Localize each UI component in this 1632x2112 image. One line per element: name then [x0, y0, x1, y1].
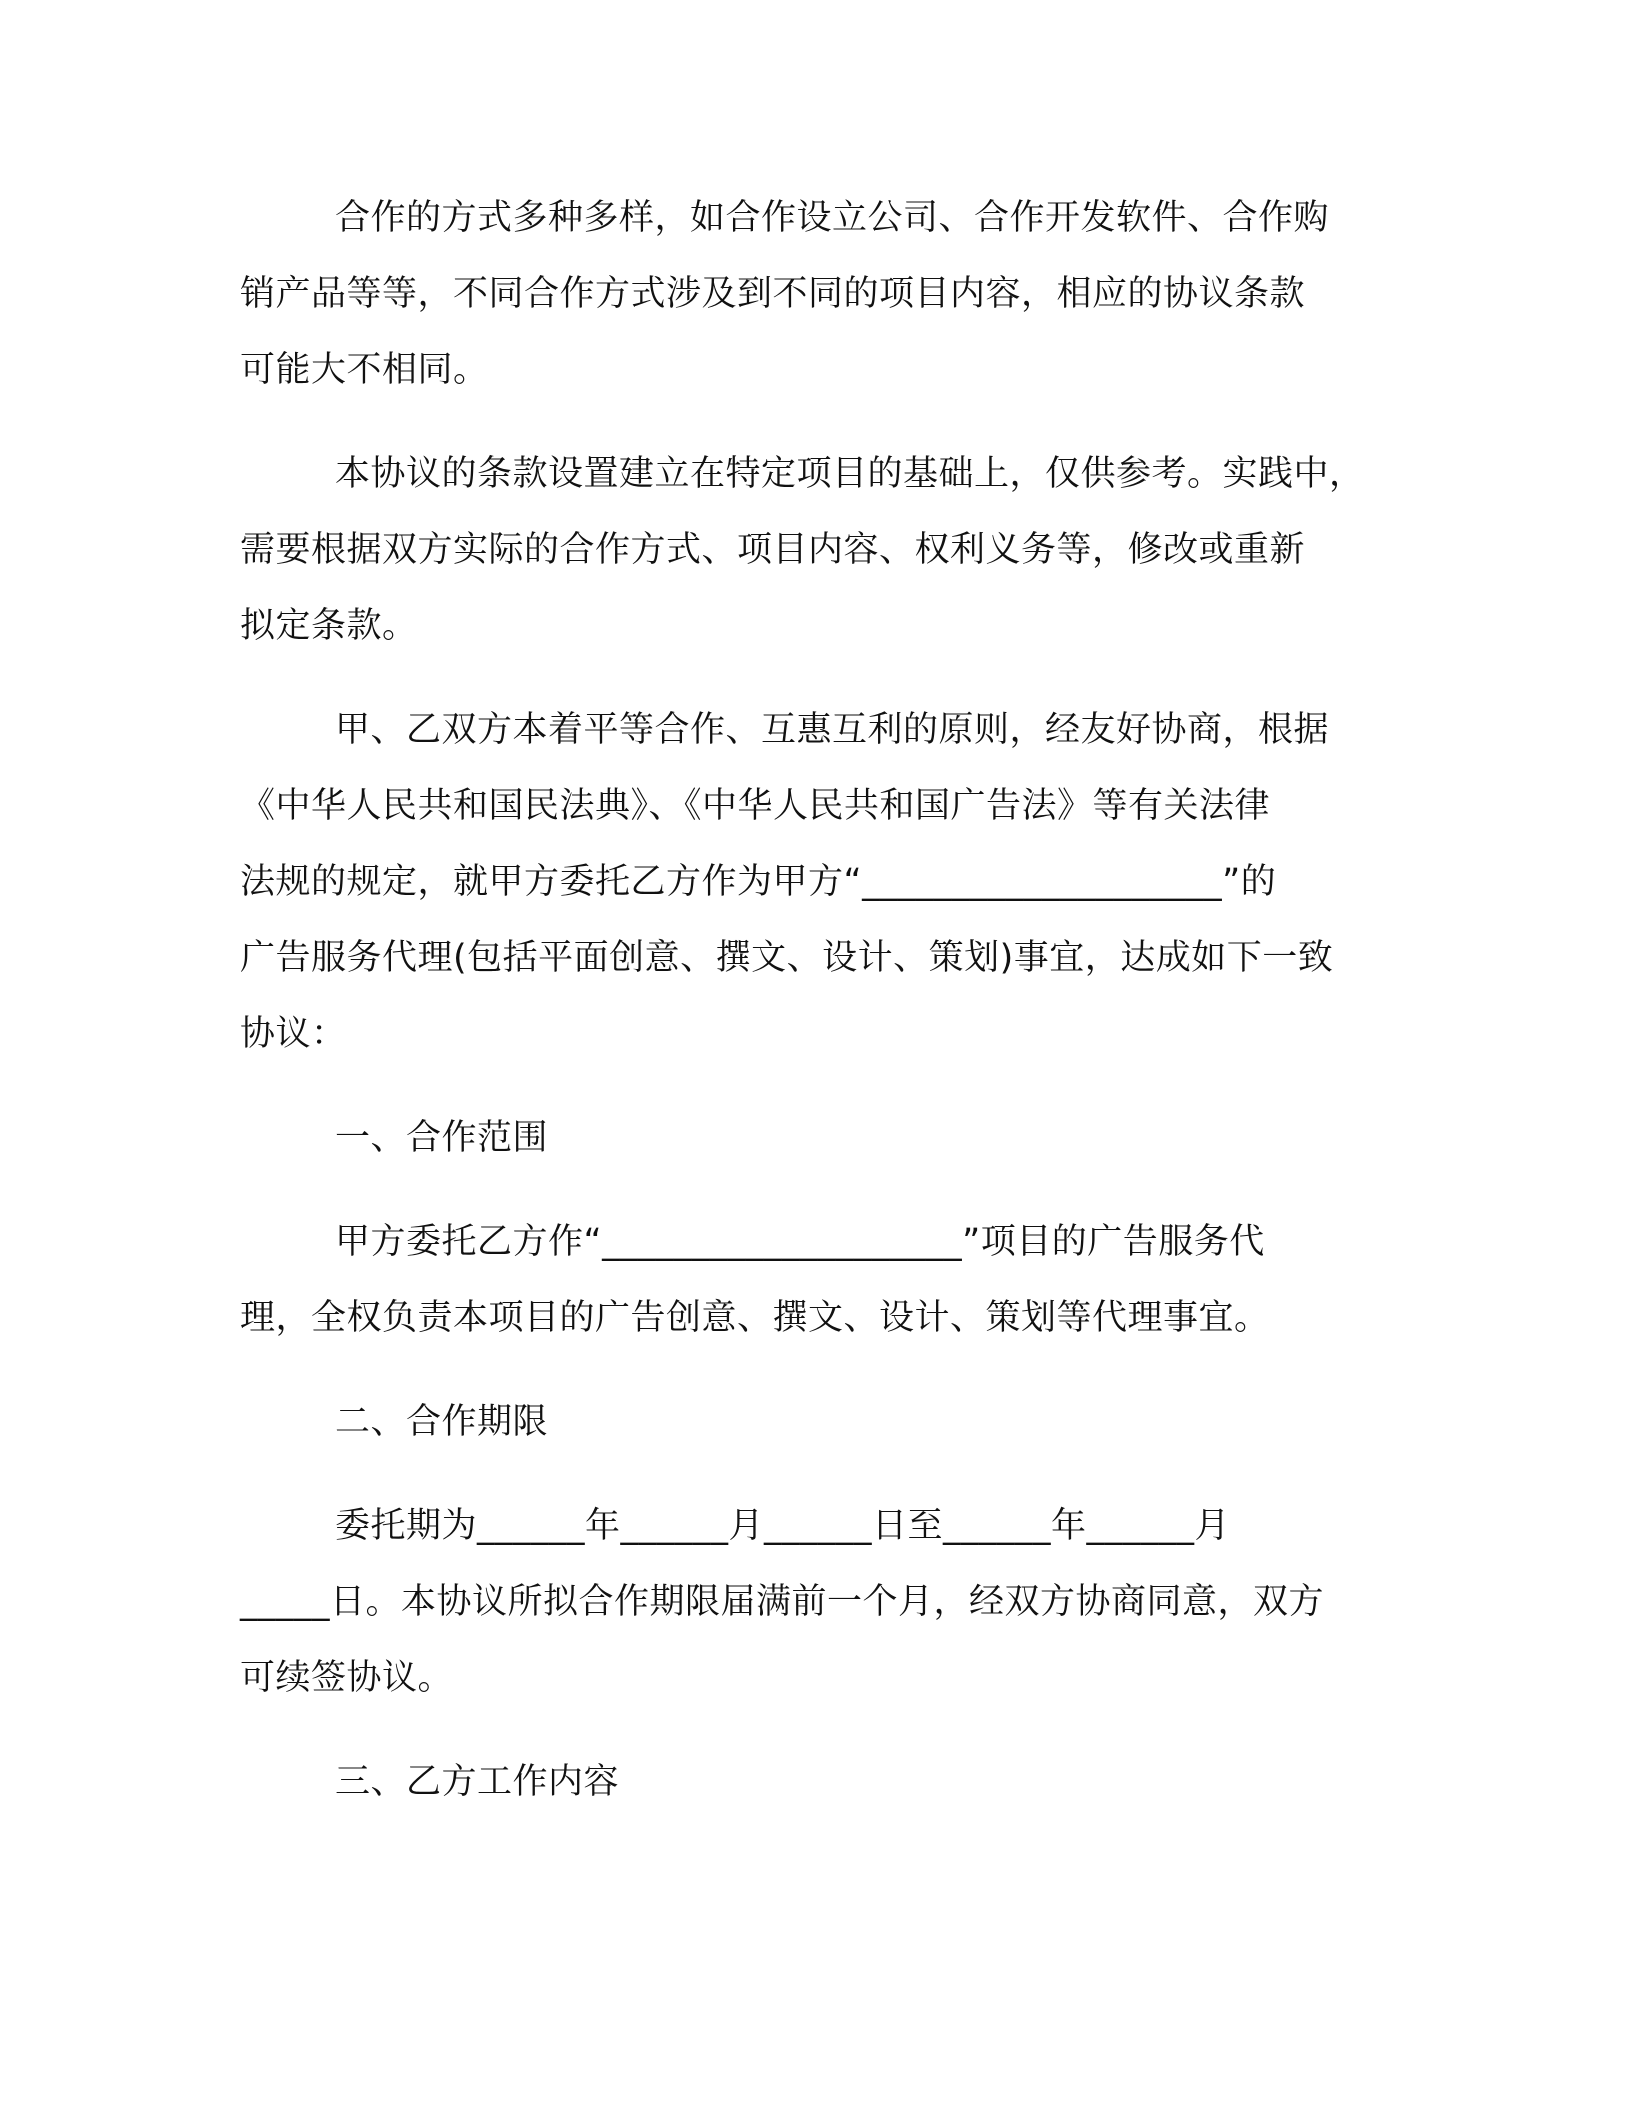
intro-paragraph-1-line-3: 可能大不相同。	[240, 350, 489, 390]
intro-paragraph-2-line-2: 需要根据双方实际的合作方式、项目内容、权利义务等，修改或重新	[240, 530, 1306, 570]
preamble-line-2: 《中华人民共和国民法典》、《中华人民共和国广告法》等有关法律	[240, 786, 1271, 826]
intro-paragraph-1-line-1: 合作的方式多种多样，如合作设立公司、合作开发软件、合作购	[335, 198, 1330, 238]
section-2-body-line-1: 委托期为______年______月______日至______年______月	[335, 1506, 1231, 1546]
section-1-heading: 一、合作范围	[335, 1118, 549, 1158]
preamble-line-1: 甲、乙双方本着平等合作、互惠互利的原则，经友好协商，根据	[335, 710, 1330, 750]
section-2-body-line-2: _____日。本协议所拟合作期限届满前一个月，经双方协商同意，双方	[240, 1582, 1325, 1622]
section-1-body-line-2: 理，全权负责本项目的广告创意、撰文、设计、策划等代理事宜。	[240, 1298, 1270, 1338]
section-2-body-line-3: 可续签协议。	[240, 1658, 454, 1698]
intro-paragraph-2-line-1: 本协议的条款设置建立在特定项目的基础上，仅供参考。实践中，	[335, 454, 1365, 494]
preamble-line-4: 广告服务代理(包括平面创意、撰文、设计、策划)事宜，达成如下一致	[240, 938, 1334, 978]
intro-paragraph-1-line-2: 销产品等等，不同合作方式涉及到不同的项目内容，相应的协议条款	[240, 274, 1306, 314]
intro-paragraph-2-line-3: 拟定条款。	[240, 606, 418, 646]
section-3-heading: 三、乙方工作内容	[335, 1762, 620, 1802]
preamble-line-5: 协议：	[240, 1014, 347, 1054]
section-2-heading: 二、合作期限	[335, 1402, 549, 1442]
preamble-line-3: 法规的规定，就甲方委托乙方作为甲方“____________________”的	[240, 862, 1277, 902]
section-1-body-line-1: 甲方委托乙方作“____________________”项目的广告服务代	[335, 1222, 1265, 1262]
